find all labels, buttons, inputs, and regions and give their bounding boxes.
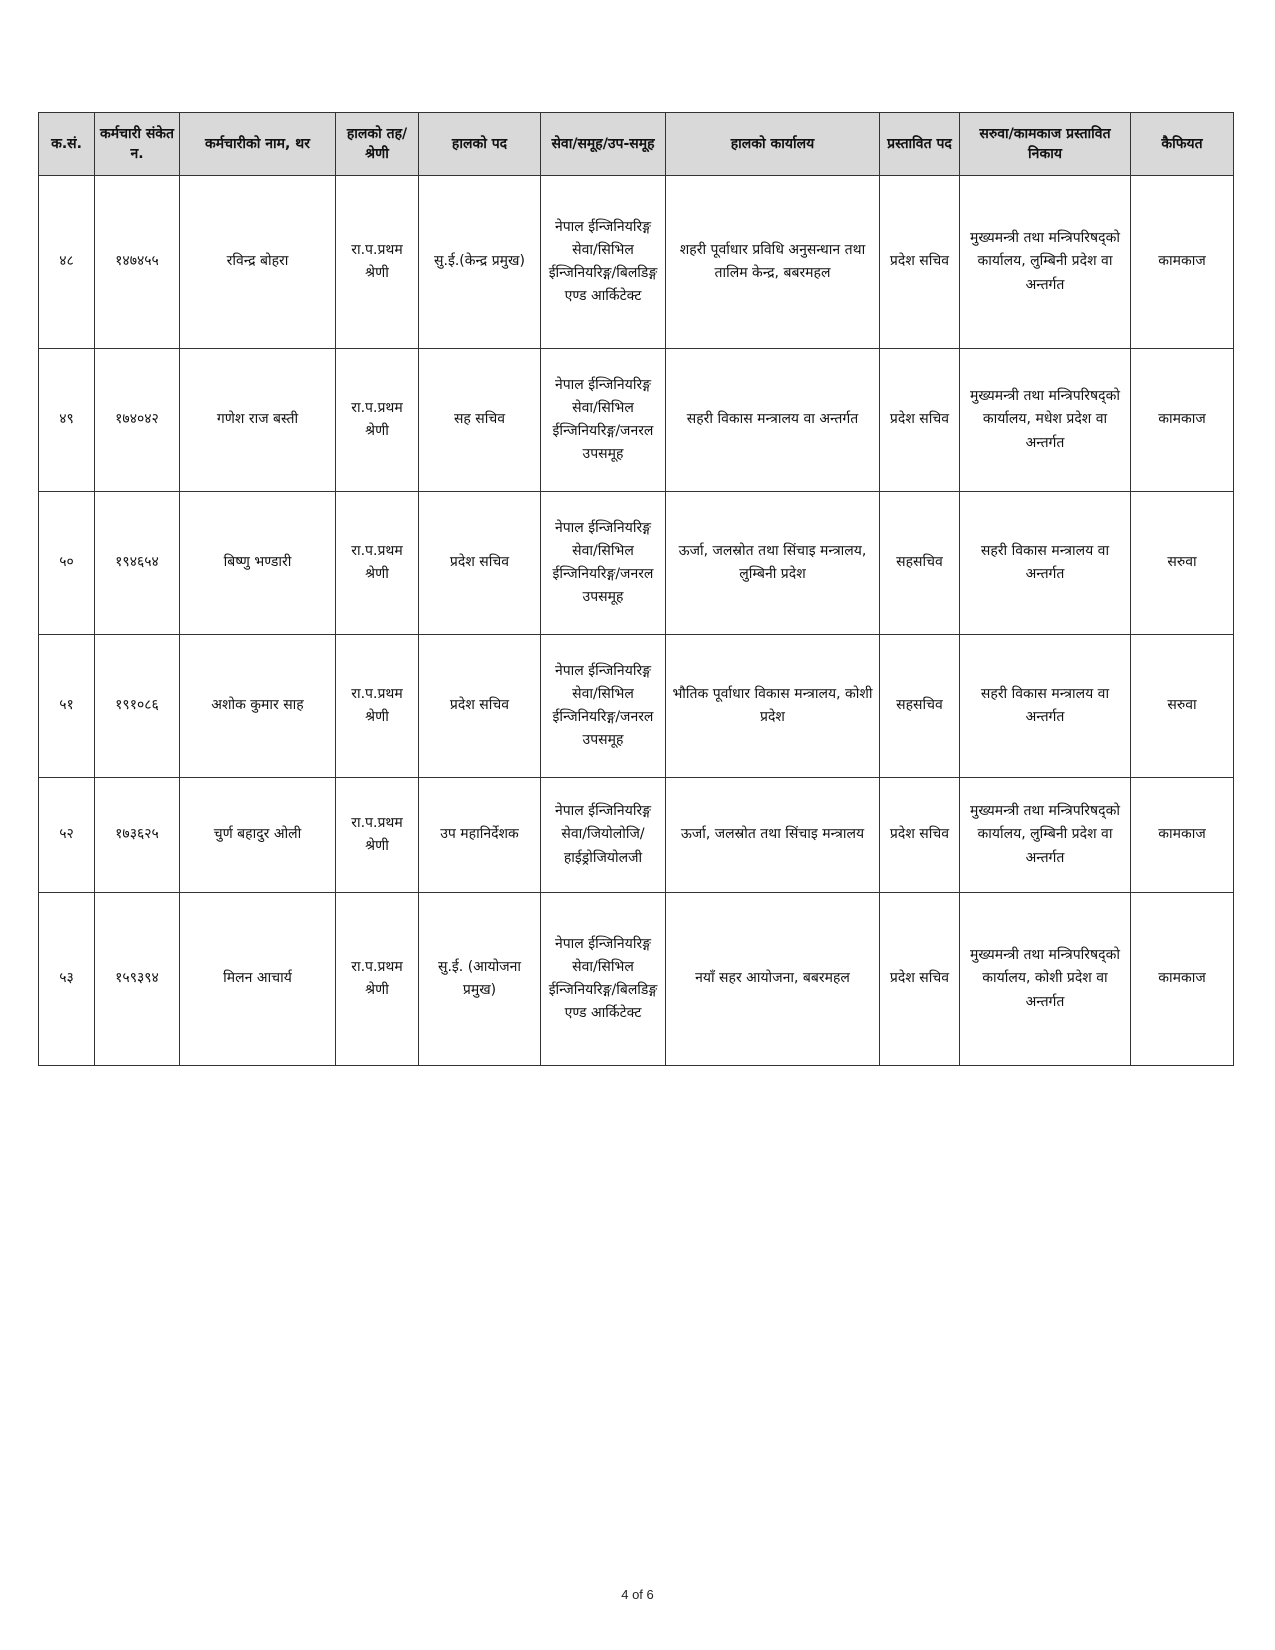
cell-employee-name: मिलन आचार्य	[180, 893, 336, 1066]
cell-current-office: सहरी विकास मन्त्रालय वा अन्तर्गत	[666, 349, 880, 492]
cell-remark: सरुवा	[1131, 492, 1234, 635]
cell-current-post: प्रदेश सचिव	[419, 492, 541, 635]
header-employee-code: कर्मचारी संकेत न.	[95, 113, 180, 176]
cell-serial: ४९	[39, 349, 95, 492]
header-proposed-post: प्रस्तावित पद	[880, 113, 960, 176]
cell-current-office: ऊर्जा, जलस्रोत तथा सिंचाइ मन्त्रालय, लुम्बिनी प्रदेश	[666, 492, 880, 635]
cell-remark: कामकाज	[1131, 778, 1234, 893]
cell-current-level: रा.प.प्रथम श्रेणी	[336, 349, 419, 492]
cell-remark: सरुवा	[1131, 635, 1234, 778]
cell-serial: ५१	[39, 635, 95, 778]
cell-current-office: शहरी पूर्वाधार प्रविधि अनुसन्धान तथा तालिम केन्द्र, बबरमहल	[666, 176, 880, 349]
header-current-office: हालको कार्यालय	[666, 113, 880, 176]
cell-proposed-body: मुख्यमन्त्री तथा मन्त्रिपरिषद्को कार्यालय, लुम्बिनी प्रदेश वा अन्तर्गत	[960, 176, 1131, 349]
cell-proposed-post: सहसचिव	[880, 635, 960, 778]
cell-employee-code: १७४०४२	[95, 349, 180, 492]
cell-serial: ५२	[39, 778, 95, 893]
cell-employee-code: १४७४५५	[95, 176, 180, 349]
table-header-row	[39, 113, 1234, 176]
cell-serial: ४८	[39, 176, 95, 349]
cell-employee-code: १५९३९४	[95, 893, 180, 1066]
cell-current-office: भौतिक पूर्वाधार विकास मन्त्रालय, कोशी प्रदेश	[666, 635, 880, 778]
header-employee-name: कर्मचारीको नाम, थर	[180, 113, 336, 176]
cell-current-office: नयाँ सहर आयोजना, बबरमहल	[666, 893, 880, 1066]
cell-service-group: नेपाल ईन्जिनियरिङ्ग सेवा/सिभिल ईन्जिनियरिङ्ग/बिलडिङ्ग एण्ड आर्किटेक्ट	[541, 176, 666, 349]
cell-current-office: ऊर्जा, जलस्रोत तथा सिंचाइ मन्त्रालय	[666, 778, 880, 893]
cell-proposed-body: सहरी विकास मन्त्रालय वा अन्तर्गत	[960, 492, 1131, 635]
cell-employee-code: १९१०८६	[95, 635, 180, 778]
cell-service-group: नेपाल ईन्जिनियरिङ्ग सेवा/सिभिल ईन्जिनियरिङ्ग/जनरल उपसमूह	[541, 492, 666, 635]
cell-service-group: नेपाल ईन्जिनियरिङ्ग सेवा/सिभिल ईन्जिनियरिङ्ग/बिलडिङ्ग एण्ड आर्किटेक्ट	[541, 893, 666, 1066]
header-proposed-body: सरुवा/कामकाज प्रस्तावित निकाय	[960, 113, 1131, 176]
cell-current-post: सु.ई.(केन्द्र प्रमुख)	[419, 176, 541, 349]
cell-proposed-post: प्रदेश सचिव	[880, 893, 960, 1066]
cell-proposed-post: प्रदेश सचिव	[880, 176, 960, 349]
cell-remark: कामकाज	[1131, 176, 1234, 349]
cell-employee-code: १७३६२५	[95, 778, 180, 893]
cell-proposed-post: सहसचिव	[880, 492, 960, 635]
cell-employee-name: बिष्णु भण्डारी	[180, 492, 336, 635]
cell-remark: कामकाज	[1131, 893, 1234, 1066]
cell-employee-name: गणेश राज बस्ती	[180, 349, 336, 492]
cell-serial: ५०	[39, 492, 95, 635]
cell-service-group: नेपाल ईन्जिनियरिङ्ग सेवा/सिभिल ईन्जिनियरिङ्ग/जनरल उपसमूह	[541, 349, 666, 492]
cell-current-post: उप महानिर्देशक	[419, 778, 541, 893]
page-number: 4 of 6	[621, 1587, 654, 1602]
cell-employee-name: रविन्द्र बोहरा	[180, 176, 336, 349]
cell-current-level: रा.प.प्रथम श्रेणी	[336, 176, 419, 349]
table-row	[39, 349, 1234, 492]
table-row	[39, 635, 1234, 778]
cell-service-group: नेपाल ईन्जिनियरिङ्ग सेवा/जियोलोजि/हाईड्रोजियोलजी	[541, 778, 666, 893]
cell-current-level: रा.प.प्रथम श्रेणी	[336, 778, 419, 893]
table-row	[39, 492, 1234, 635]
cell-current-level: रा.प.प्रथम श्रेणी	[336, 635, 419, 778]
cell-current-post: प्रदेश सचिव	[419, 635, 541, 778]
cell-employee-name: अशोक कुमार साह	[180, 635, 336, 778]
cell-serial: ५३	[39, 893, 95, 1066]
cell-proposed-body: मुख्यमन्त्री तथा मन्त्रिपरिषद्को कार्यालय, लुम्बिनी प्रदेश वा अन्तर्गत	[960, 778, 1131, 893]
cell-proposed-body: मुख्यमन्त्री तथा मन्त्रिपरिषद्को कार्यालय, कोशी प्रदेश वा अन्तर्गत	[960, 893, 1131, 1066]
table-row	[39, 176, 1234, 349]
cell-service-group: नेपाल ईन्जिनियरिङ्ग सेवा/सिभिल ईन्जिनियरिङ्ग/जनरल उपसमूह	[541, 635, 666, 778]
table-row	[39, 778, 1234, 893]
cell-current-post: सु.ई. (आयोजना प्रमुख)	[419, 893, 541, 1066]
cell-current-level: रा.प.प्रथम श्रेणी	[336, 492, 419, 635]
header-service-group: सेवा/समूह/उप-समूह	[541, 113, 666, 176]
cell-employee-code: १९४६५४	[95, 492, 180, 635]
cell-proposed-body: मुख्यमन्त्री तथा मन्त्रिपरिषद्को कार्यालय, मधेश प्रदेश वा अन्तर्गत	[960, 349, 1131, 492]
header-remark: कैफियत	[1131, 113, 1234, 176]
cell-employee-name: चुर्ण बहादुर ओली	[180, 778, 336, 893]
header-current-post: हालको पद	[419, 113, 541, 176]
cell-proposed-post: प्रदेश सचिव	[880, 349, 960, 492]
header-current-level: हालको तह/श्रेणी	[336, 113, 419, 176]
cell-remark: कामकाज	[1131, 349, 1234, 492]
cell-proposed-post: प्रदेश सचिव	[880, 778, 960, 893]
cell-current-post: सह सचिव	[419, 349, 541, 492]
table-row	[39, 893, 1234, 1066]
cell-current-level: रा.प.प्रथम श्रेणी	[336, 893, 419, 1066]
header-serial: क.सं.	[39, 113, 95, 176]
staff-transfer-table	[38, 112, 1234, 1066]
cell-proposed-body: सहरी विकास मन्त्रालय वा अन्तर्गत	[960, 635, 1131, 778]
